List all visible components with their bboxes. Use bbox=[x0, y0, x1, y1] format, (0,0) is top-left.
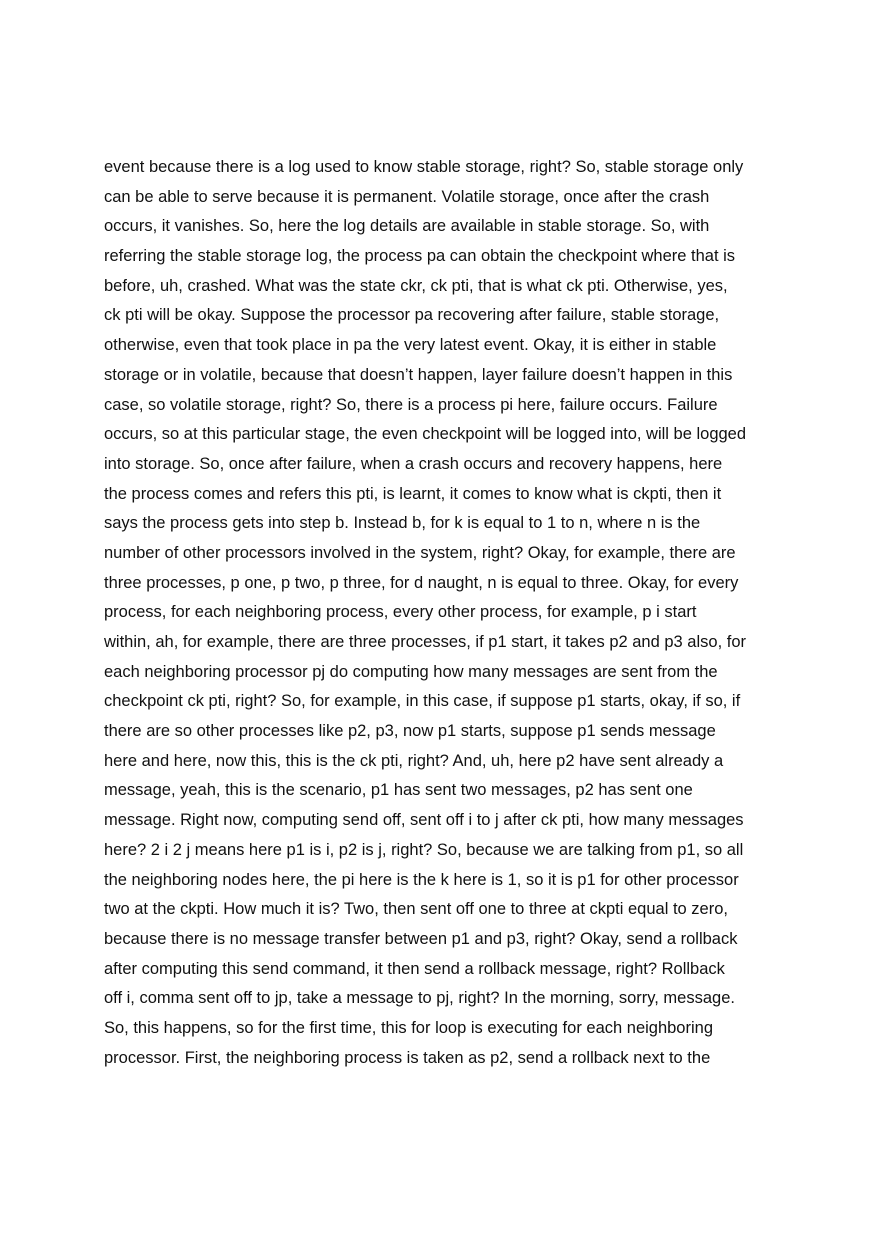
text-line: here? 2 i 2 j means here p1 is i, p2 is j, right? So, because we are talking from p1, so all bbox=[104, 840, 744, 859]
text-line: message, yeah, this is the scenario, p1 has sent two messages, p2 has sent one bbox=[104, 781, 693, 800]
text-line: storage or in volatile, because that doesn’t happen, layer failure doesn’t happen in this bbox=[104, 365, 733, 384]
text-line: before, uh, crashed. What was the state ckr, ck pti, that is what ck pti. Otherwise, yes, bbox=[104, 276, 728, 295]
text-line: otherwise, even that took place in pa the very latest event. Okay, it is either in stable bbox=[104, 336, 717, 355]
text-line: three processes, p one, p two, p three, for d naught, n is equal to three. Okay, for every bbox=[104, 573, 739, 592]
text-line: because there is no message transfer between p1 and p3, right? Okay, send a rollback bbox=[104, 929, 738, 948]
text-line: within, ah, for example, there are three processes, if p1 start, it takes p2 and p3 also, for bbox=[104, 633, 747, 651]
text-line: says the process gets into step b. Instead b, for k is equal to 1 to n, where n is the bbox=[104, 514, 701, 533]
body-paragraph bbox=[104, 153, 794, 1073]
text-line: number of other processors involved in the system, right? Okay, for example, there are bbox=[104, 543, 736, 562]
text-line: the neighboring nodes here, the pi here is the k here is 1, so it is p1 for other processor bbox=[104, 870, 739, 889]
text-line: process, for each neighboring process, every other process, for example, p i start bbox=[104, 603, 697, 622]
text-line: occurs, it vanishes. So, here the log details are available in stable storage. So, with bbox=[104, 217, 710, 236]
text-line: processor. First, the neighboring process is taken as p2, send a rollback next to the bbox=[104, 1048, 711, 1067]
text-line: there are so other processes like p2, p3, now p1 starts, suppose p1 sends message bbox=[104, 722, 716, 741]
text-line: can be able to serve because it is permanent. Volatile storage, once after the crash bbox=[104, 187, 710, 206]
text-line: occurs, so at this particular stage, the even checkpoint will be logged into, will be logged bbox=[104, 425, 747, 444]
text-line: checkpoint ck pti, right? So, for example, in this case, if suppose p1 starts, okay, if so, if bbox=[104, 692, 741, 711]
text-line: each neighboring processor pj do computing how many messages are sent from the bbox=[104, 662, 718, 681]
text-line: into storage. So, once after failure, when a crash occurs and recovery happens, here bbox=[104, 454, 723, 473]
text-line: case, so volatile storage, right? So, there is a process pi here, failure occurs. Failure bbox=[104, 395, 718, 414]
text-line: after computing this send command, it then send a rollback message, right? Rollback bbox=[104, 959, 725, 978]
text-line: referring the stable storage log, the process pa can obtain the checkpoint where that is bbox=[104, 247, 736, 266]
text-line: ck pti will be okay. Suppose the processor pa recovering after failure, stable storage, bbox=[104, 306, 720, 325]
text-line: two at the ckpti. How much it is? Two, then sent off one to three at ckpti equal to zero, bbox=[104, 900, 728, 919]
text-line: So, this happens, so for the first time, this for loop is executing for each neighboring bbox=[104, 1018, 714, 1037]
text-line: message. Right now, computing send off, sent off i to j after ck pti, how many messages bbox=[104, 811, 744, 830]
text-line: event because there is a log used to know stable storage, right? So, stable storage only bbox=[104, 158, 744, 176]
text-line: here and here, now this, this is the ck pti, right? And, uh, here p2 have sent already a bbox=[104, 751, 724, 770]
text-line: the process comes and refers this pti, is learnt, it comes to know what is ckpti, then it bbox=[104, 484, 722, 503]
text-line: off i, comma sent off to jp, take a message to pj, right? In the morning, sorry, message. bbox=[104, 989, 735, 1008]
